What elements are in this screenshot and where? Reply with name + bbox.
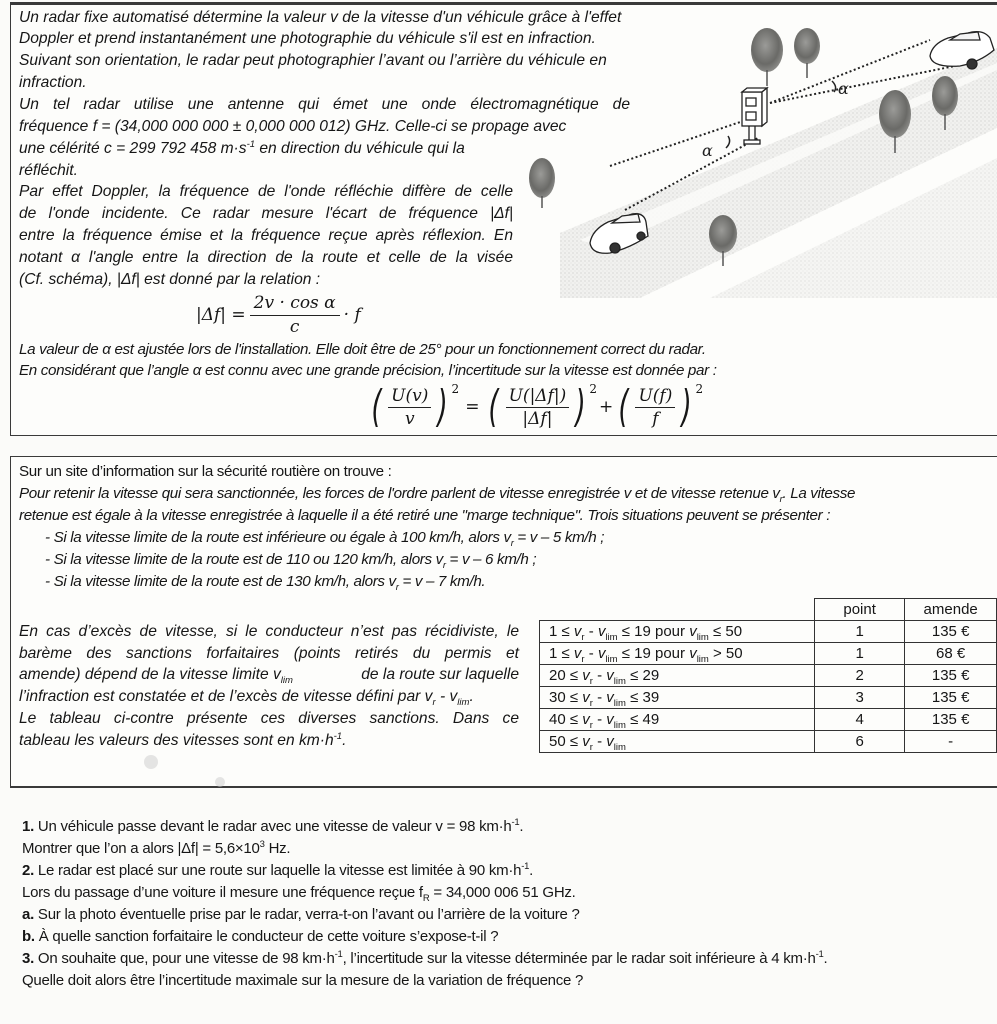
point-cell: 1 xyxy=(814,643,904,665)
angle-alpha-right-label: α xyxy=(838,79,849,98)
cond-lo: 1 ≤ xyxy=(549,623,574,640)
tree-2 xyxy=(794,28,820,78)
fraction-delta-f xyxy=(506,386,570,429)
subscript-r: r xyxy=(395,582,399,594)
condition-cell xyxy=(540,687,815,709)
subscript-r: r xyxy=(779,494,783,506)
minus: - xyxy=(584,645,598,662)
sub-r: r xyxy=(581,632,585,643)
minus: - xyxy=(592,733,607,750)
question-text: On souhaite que, pour une vitesse de 98 km·h xyxy=(34,950,335,967)
line4-text: l’infraction est constatée et de l’excès de vitesse défini par v xyxy=(19,688,433,705)
table-row xyxy=(540,643,997,665)
subscript-r: R xyxy=(422,893,430,904)
amende-cell: 135 € xyxy=(905,665,997,687)
doppler-formula xyxy=(196,293,361,337)
question-3 xyxy=(22,948,827,970)
question-text: À quelle sanction forfaitaire le conducteur de cette voiture s’expose-t-il ? xyxy=(34,928,499,945)
condition-cell xyxy=(540,709,815,731)
question-number: 2. xyxy=(22,862,35,879)
table-row xyxy=(540,709,997,731)
sanctions-table xyxy=(539,598,997,753)
bullet-text: - Si la vitesse limite de la route est inférieure ou égale à 100 km/h, alors v xyxy=(45,529,511,546)
amende-cell: 135 € xyxy=(905,621,997,643)
para-doppler-line-3: entre la fréquence émise et la fréquence reçue après réflexion. En xyxy=(19,227,513,244)
subscript-r: r xyxy=(432,697,436,709)
subscript-lim: lim xyxy=(457,697,470,709)
point-cell: 2 xyxy=(814,665,904,687)
sub-r: r xyxy=(589,720,593,731)
minus: - xyxy=(592,711,607,728)
amende-cell: 68 € xyxy=(905,643,997,665)
para-radar-line-2: Doppler et prend instantanément une photographie du véhicule s'il est en infraction. xyxy=(19,30,596,47)
uncertainty-formula xyxy=(368,378,703,436)
sub-r: r xyxy=(589,676,593,687)
open-paren: ( xyxy=(488,381,500,432)
road xyxy=(560,48,997,298)
cond-lo: 30 ≤ xyxy=(549,689,583,706)
doppler-denominator: c xyxy=(289,317,300,337)
para-doppler-line-2: de l'onde incidente. Ce radar mesure l'écart de fréquence |Δf| xyxy=(19,205,513,222)
table-row xyxy=(540,665,997,687)
retained-speed-text: Pour retenir la vitesse qui sera sanctionnée, les forces de l'ordre parlent de vitesse enregistrée v et de vitesse retenue v xyxy=(19,485,780,502)
var-v: v xyxy=(582,667,590,684)
frac-denominator: |Δf| xyxy=(522,408,553,429)
bullet-formula: = v – 6 km/h ; xyxy=(445,551,537,568)
close-paren: ) xyxy=(437,381,449,432)
radar-unit xyxy=(742,88,767,144)
sub-lim: lim xyxy=(696,632,709,643)
tree-1 xyxy=(751,28,783,86)
sub-r: r xyxy=(581,654,585,665)
para-radar-line-1: Un radar fixe automatisé détermine la valeur v de la vitesse d'un véhicule grâce à l'effet xyxy=(19,9,622,26)
sanctions-text-line-2: barème des sanctions forfaitaires (points retirés du permis et xyxy=(19,645,519,662)
plus-sign: + xyxy=(599,397,614,417)
question-number: a. xyxy=(22,906,35,923)
point-cell: 6 xyxy=(814,731,904,753)
question-text: Montrer que l’on a alors |Δf| = 5,6×10 xyxy=(22,840,260,857)
celerity-exponent: -1 xyxy=(246,138,256,150)
para-radar-line-3: Suivant son orientation, le radar peut photographier l’avant ou l’arrière du véhicule en xyxy=(19,52,607,69)
sub-lim: lim xyxy=(613,676,626,687)
var-v: v xyxy=(606,733,614,750)
road-diagram-svg xyxy=(520,8,997,298)
var-v: v xyxy=(606,667,614,684)
sub-r: r xyxy=(589,698,593,709)
minus-v: - v xyxy=(435,688,458,705)
table-row xyxy=(540,687,997,709)
question-1 xyxy=(22,816,523,838)
period: . xyxy=(469,688,474,705)
question-text: Le radar est placé sur une route sur laquelle la vitesse est limitée à 90 km·h xyxy=(34,862,522,879)
radar-road-illustration xyxy=(520,8,997,298)
sanctions-text-line-3 xyxy=(19,664,519,685)
scan-smudge xyxy=(215,777,225,787)
sub-lim: lim xyxy=(605,654,618,665)
question-text: Lors du passage d’une voiture il mesure une fréquence reçue f xyxy=(22,884,423,901)
var-v: v xyxy=(606,689,614,706)
para-doppler-line-1: Par effet Doppler, la fréquence de l'onde réfléchie diffère de celle xyxy=(19,183,513,200)
para-antenna-line-4: réfléchit. xyxy=(19,162,78,179)
square-exponent: 2 xyxy=(589,382,598,396)
sub-lim: lim xyxy=(605,632,618,643)
bullet-2 xyxy=(45,549,536,570)
cond-hi: ≤ 49 xyxy=(625,711,660,728)
var-v: v xyxy=(689,645,697,662)
minus: - xyxy=(592,689,607,706)
celerity-tail: en direction du véhicule qui la xyxy=(255,140,465,157)
var-v: v xyxy=(597,623,606,640)
exponent: -1 xyxy=(511,817,520,828)
amende-cell: - xyxy=(905,731,997,753)
cond-hi: ≤ 39 xyxy=(625,689,660,706)
retained-speed-end: . La vitesse xyxy=(782,485,856,502)
period: . xyxy=(519,818,524,835)
cond-extra: ≤ 50 xyxy=(708,623,743,640)
question-2a xyxy=(22,904,580,926)
subscript-r: r xyxy=(510,538,514,550)
cond-hi: ≤ 19 pour xyxy=(617,623,690,640)
var-v: v xyxy=(582,689,590,706)
cond-hi: ≤ 19 pour xyxy=(617,645,690,662)
cond-lo: 1 ≤ xyxy=(549,645,574,662)
frac-denominator: v xyxy=(404,408,415,429)
period: . xyxy=(529,862,534,879)
sanctions-text-line-4 xyxy=(19,686,474,707)
scan-smudge xyxy=(144,755,158,769)
amende-cell: 135 € xyxy=(905,709,997,731)
question-1-line-2 xyxy=(22,838,290,860)
exponent: 3 xyxy=(259,839,265,850)
var-v: v xyxy=(597,645,606,662)
frac-numerator: U(|Δf|) xyxy=(506,386,570,408)
question-text: Un véhicule passe devant le radar avec une vitesse de valeur v = 98 km·h xyxy=(34,818,512,835)
close-paren: ) xyxy=(575,381,586,432)
cond-extra: > 50 xyxy=(708,645,743,662)
sanctions-text-line-5: Le tableau ci-contre présente ces diverses sanctions. Dans ce xyxy=(19,710,519,727)
bullet-3 xyxy=(45,571,485,592)
header-blank xyxy=(540,599,815,621)
cond-lo: 20 ≤ xyxy=(549,667,583,684)
exponent: -1 xyxy=(333,730,343,742)
table-row xyxy=(540,731,997,753)
line3-text: amende) dépend de la vitesse limite v xyxy=(19,666,281,683)
var-v: v xyxy=(573,623,582,640)
var-v: v xyxy=(689,623,697,640)
alpha-setting-line: La valeur de α est ajustée lors de l'installation. Elle doit être de 25° pour un fonctionnement correct du radar. xyxy=(19,341,706,358)
cond-lo: 40 ≤ xyxy=(549,711,583,728)
doppler-formula-lhs: |Δf| = xyxy=(196,305,246,325)
bullet-1 xyxy=(45,527,604,548)
subscript-lim: lim xyxy=(280,675,293,687)
question-text: , l’incertitude sur la vitesse déterminée par le radar soit inférieure à 4 km·h xyxy=(342,950,816,967)
doppler-numerator: 2v · cos α xyxy=(250,293,340,316)
point-cell: 1 xyxy=(814,621,904,643)
table-row xyxy=(540,621,997,643)
question-2b xyxy=(22,926,498,948)
question-2-line-2 xyxy=(22,882,576,904)
frac-numerator: U(v) xyxy=(388,386,431,408)
question-number: 3. xyxy=(22,950,35,967)
para-doppler-line-4: notant α l'angle entre la direction de la route et celle de la visée xyxy=(19,249,513,266)
question-number: 1. xyxy=(22,818,35,835)
bullet-formula: = v – 5 km/h ; xyxy=(513,529,605,546)
var-v: v xyxy=(573,645,582,662)
question-text-end: Hz. xyxy=(264,840,291,857)
cond-lo: 50 ≤ xyxy=(549,733,583,750)
para-doppler-line-5: (Cf. schéma), |Δf| est donné par la relation : xyxy=(19,271,321,288)
point-cell: 3 xyxy=(814,687,904,709)
para-antenna-line-1: Un tel radar utilise une antenne qui émet une onde électromagnétique de xyxy=(19,96,630,113)
var-v: v xyxy=(582,711,590,728)
question-number: b. xyxy=(22,928,35,945)
exponent: -1 xyxy=(334,949,343,960)
amende-cell: 135 € xyxy=(905,687,997,709)
sub-lim: lim xyxy=(696,654,709,665)
condition-cell xyxy=(540,621,815,643)
subscript-r: r xyxy=(442,560,446,572)
sub-lim: lim xyxy=(613,698,626,709)
term-delta-f xyxy=(485,381,598,432)
uncertainty-intro-line: En considérant que l’angle α est connu avec une grande précision, l’incertitude sur la vitesse est donnée par : xyxy=(19,362,717,379)
para-antenna-line-3 xyxy=(19,138,465,159)
celerity-text: une célérité c = 299 792 458 m·s xyxy=(19,140,247,157)
open-paren: ( xyxy=(371,381,382,432)
para-antenna-line-2: fréquence f = (34,000 000 000 ± 0,000 000 012) GHz. Celle-ci se propage avec xyxy=(19,118,567,135)
question-text-end: = 34,000 006 51 GHz. xyxy=(429,884,576,901)
table-header-row xyxy=(540,599,997,621)
tree-5 xyxy=(529,158,555,208)
sub-r: r xyxy=(589,742,593,753)
header-amende: amende xyxy=(905,599,997,621)
question-2 xyxy=(22,860,533,882)
fraction-velocity xyxy=(388,386,431,429)
retained-speed-line-2: retenue est égale à la vitesse enregistrée à laquelle il a été retiré une "marge technique". Trois situations peuvent se présenter : xyxy=(19,507,831,524)
frac-denominator: f xyxy=(652,408,659,429)
exponent: -1 xyxy=(521,861,530,872)
doppler-fraction xyxy=(250,293,340,337)
question-text: Sur la photo éventuelle prise par le radar, verra-t-on l’avant ou l’arrière de la voiture ? xyxy=(34,906,580,923)
retained-speed-line-1 xyxy=(19,483,855,504)
angle-arc-left xyxy=(726,136,730,148)
period: . xyxy=(342,732,347,749)
condition-cell xyxy=(540,643,815,665)
line3-tail: de la route sur laquelle xyxy=(361,666,519,683)
point-cell: 4 xyxy=(814,709,904,731)
sanctions-text-line-6 xyxy=(19,730,346,751)
condition-cell xyxy=(540,731,815,753)
line6-text: tableau les valeurs des vitesses sont en km·h xyxy=(19,732,334,749)
sub-lim: lim xyxy=(613,720,626,731)
square-exponent: 2 xyxy=(451,382,460,396)
square-exponent: 2 xyxy=(695,382,704,396)
road-safety-intro: Sur un site d’information sur la sécurité routière on trouve : xyxy=(19,463,392,480)
doppler-formula-tail: · f xyxy=(343,305,361,325)
angle-alpha-left-label: α xyxy=(702,141,713,160)
var-v: v xyxy=(582,733,590,750)
term-frequency xyxy=(615,381,704,432)
close-paren: ) xyxy=(681,381,693,432)
period: . xyxy=(823,950,828,967)
condition-cell xyxy=(540,665,815,687)
line3-head xyxy=(19,664,293,685)
var-v: v xyxy=(606,711,614,728)
bullet-text: - Si la vitesse limite de la route est de 110 ou 120 km/h, alors v xyxy=(45,551,443,568)
exponent: -1 xyxy=(815,949,824,960)
term-velocity xyxy=(368,381,460,432)
cond-hi: ≤ 29 xyxy=(625,667,660,684)
header-point: point xyxy=(814,599,904,621)
sanctions-text-line-1: En cas d’excès de vitesse, si le conducteur n’est pas récidiviste, le xyxy=(19,623,519,640)
question-3-line-2: Quelle doit alors être l’incertitude maximale sur la mesure de la variation de fréquence ? xyxy=(22,972,584,989)
para-radar-line-4: infraction. xyxy=(19,74,87,91)
fraction-frequency xyxy=(635,386,675,429)
sub-lim: lim xyxy=(613,742,626,753)
frac-numerator: U(f) xyxy=(635,386,675,408)
minus: - xyxy=(592,667,607,684)
minus: - xyxy=(584,623,598,640)
open-paren: ( xyxy=(618,381,630,432)
bullet-formula: = v – 7 km/h. xyxy=(398,573,486,590)
equals-sign: = xyxy=(465,397,480,417)
bullet-text: - Si la vitesse limite de la route est de 130 km/h, alors v xyxy=(45,573,396,590)
